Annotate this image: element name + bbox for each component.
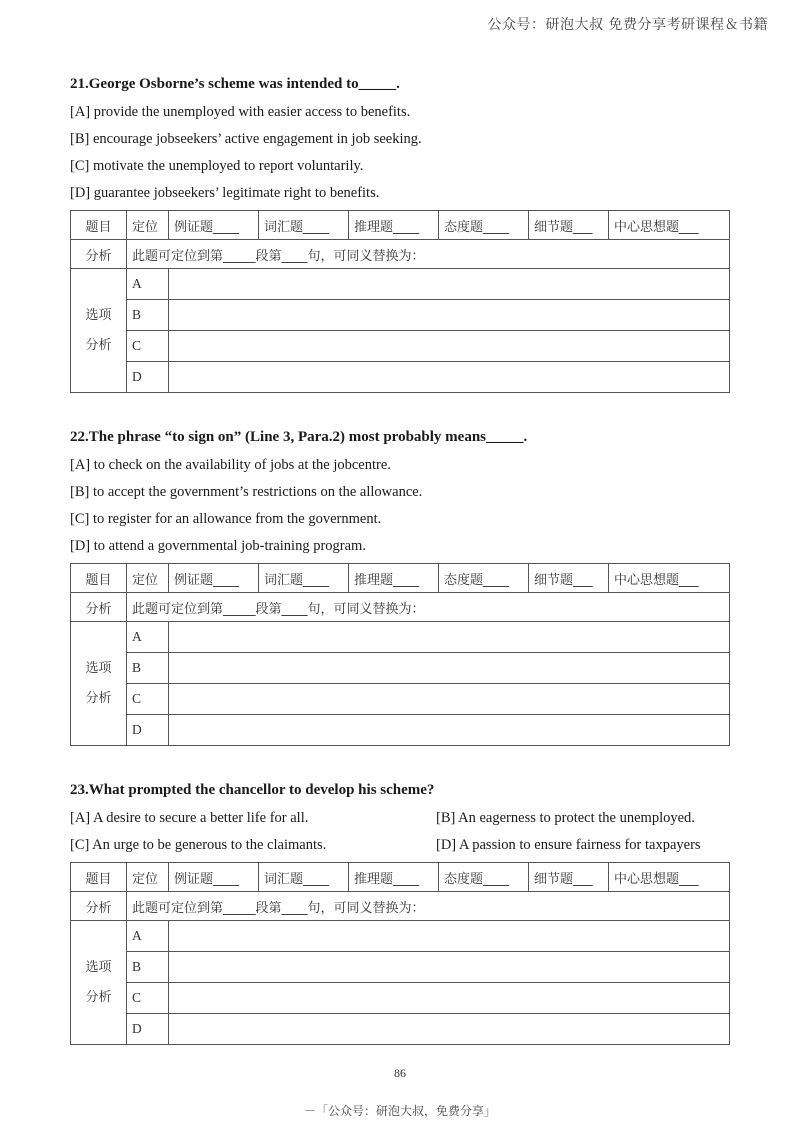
option-letter-a: A [127, 921, 169, 952]
option-answer-cell [169, 269, 730, 300]
type-vocabulary: 词汇题____ [259, 564, 349, 593]
topic-label: 题目 [71, 564, 127, 593]
analysis-label: 分析 [71, 240, 127, 269]
option-c: [C] motivate the unemployed to report voluntarily. [70, 158, 364, 174]
options-grid [70, 808, 730, 855]
type-inference: 推理题____ [349, 211, 439, 240]
type-detail: 细节题___ [529, 564, 609, 593]
topic-label: 题目 [71, 863, 127, 892]
option-a: [A] provide the unemployed with easier access to benefits. [70, 104, 411, 120]
option-letter-d: D [127, 715, 169, 746]
question-22 [70, 427, 730, 746]
question-title: 23.What prompted the chancellor to develop his scheme? [70, 782, 435, 798]
page-number: 86 [394, 1066, 406, 1080]
option-c: [C] to register for an allowance from the government. [70, 511, 382, 527]
locate-sentence: 此题可定位到第_____段第____句，可同义替换为： [127, 240, 730, 269]
option-b: [B] to accept the government’s restrictions on the allowance. [70, 484, 423, 500]
option-letter-a: A [127, 269, 169, 300]
analysis-table [70, 862, 730, 1045]
option-a: [A] to check on the availability of jobs at the jobcentre. [70, 457, 391, 473]
analysis-table [70, 563, 730, 746]
option-letter-b: B [127, 952, 169, 983]
footer-note: －「公众号：研泡大叔，免费分享」 [303, 1104, 496, 1118]
option-letter-c: C [127, 331, 169, 362]
option-answer-cell [169, 1014, 730, 1045]
option-answer-cell [169, 362, 730, 393]
option-answer-cell [169, 300, 730, 331]
option-answer-cell [169, 331, 730, 362]
topic-label: 题目 [71, 211, 127, 240]
question-21 [70, 74, 730, 393]
option-c: [C] An urge to be generous to the claimants. [70, 837, 327, 853]
type-main-idea: 中心思想题___ [609, 863, 730, 892]
locate-sentence: 此题可定位到第_____段第____句，可同义替换为： [127, 593, 730, 622]
locate-label: 定位 [127, 564, 169, 593]
analysis-table [70, 210, 730, 393]
option-b: [B] An eagerness to protect the unemployed. [436, 810, 695, 826]
type-main-idea: 中心思想题___ [609, 564, 730, 593]
options-analysis-label: 选项 分析 [71, 622, 127, 746]
option-d: [D] A passion to ensure fairness for taxpayers [436, 837, 701, 853]
type-vocabulary: 词汇题____ [259, 863, 349, 892]
option-letter-d: D [127, 1014, 169, 1045]
option-d: [D] to attend a governmental job-training program. [70, 538, 366, 554]
option-answer-cell [169, 921, 730, 952]
options-analysis-label: 选项 分析 [71, 921, 127, 1045]
locate-label: 定位 [127, 863, 169, 892]
options-analysis-label: 选项 分析 [71, 269, 127, 393]
option-letter-c: C [127, 684, 169, 715]
type-example: 例证题____ [169, 564, 259, 593]
option-answer-cell [169, 684, 730, 715]
type-inference: 推理题____ [349, 564, 439, 593]
type-attitude: 态度题____ [439, 863, 529, 892]
option-b: [B] encourage jobseekers’ active engagement in job seeking. [70, 131, 422, 147]
type-main-idea: 中心思想题___ [609, 211, 730, 240]
type-example: 例证题____ [169, 863, 259, 892]
analysis-label: 分析 [71, 892, 127, 921]
header-note: 公众号：研泡大叔 免费分享考研课程＆书籍 [487, 17, 768, 33]
option-answer-cell [169, 983, 730, 1014]
option-answer-cell [169, 952, 730, 983]
option-letter-d: D [127, 362, 169, 393]
option-letter-b: B [127, 300, 169, 331]
type-inference: 推理题____ [349, 863, 439, 892]
type-detail: 细节题___ [529, 863, 609, 892]
option-answer-cell [169, 622, 730, 653]
type-attitude: 态度题____ [439, 211, 529, 240]
option-letter-a: A [127, 622, 169, 653]
analysis-label: 分析 [71, 593, 127, 622]
type-example: 例证题____ [169, 211, 259, 240]
option-letter-b: B [127, 653, 169, 684]
question-title: 21.George Osborne’s scheme was intended to_____. [70, 76, 400, 92]
question-23 [70, 780, 730, 1045]
question-title: 22.The phrase “to sign on” (Line 3, Para.2) most probably means_____. [70, 429, 528, 445]
type-detail: 细节题___ [529, 211, 609, 240]
option-d: [D] guarantee jobseekers’ legitimate right to benefits. [70, 185, 380, 201]
type-attitude: 态度题____ [439, 564, 529, 593]
option-answer-cell [169, 653, 730, 684]
option-answer-cell [169, 715, 730, 746]
locate-label: 定位 [127, 211, 169, 240]
option-a: [A] A desire to secure a better life for all. [70, 810, 309, 826]
locate-sentence: 此题可定位到第_____段第____句，可同义替换为： [127, 892, 730, 921]
type-vocabulary: 词汇题____ [259, 211, 349, 240]
option-letter-c: C [127, 983, 169, 1014]
